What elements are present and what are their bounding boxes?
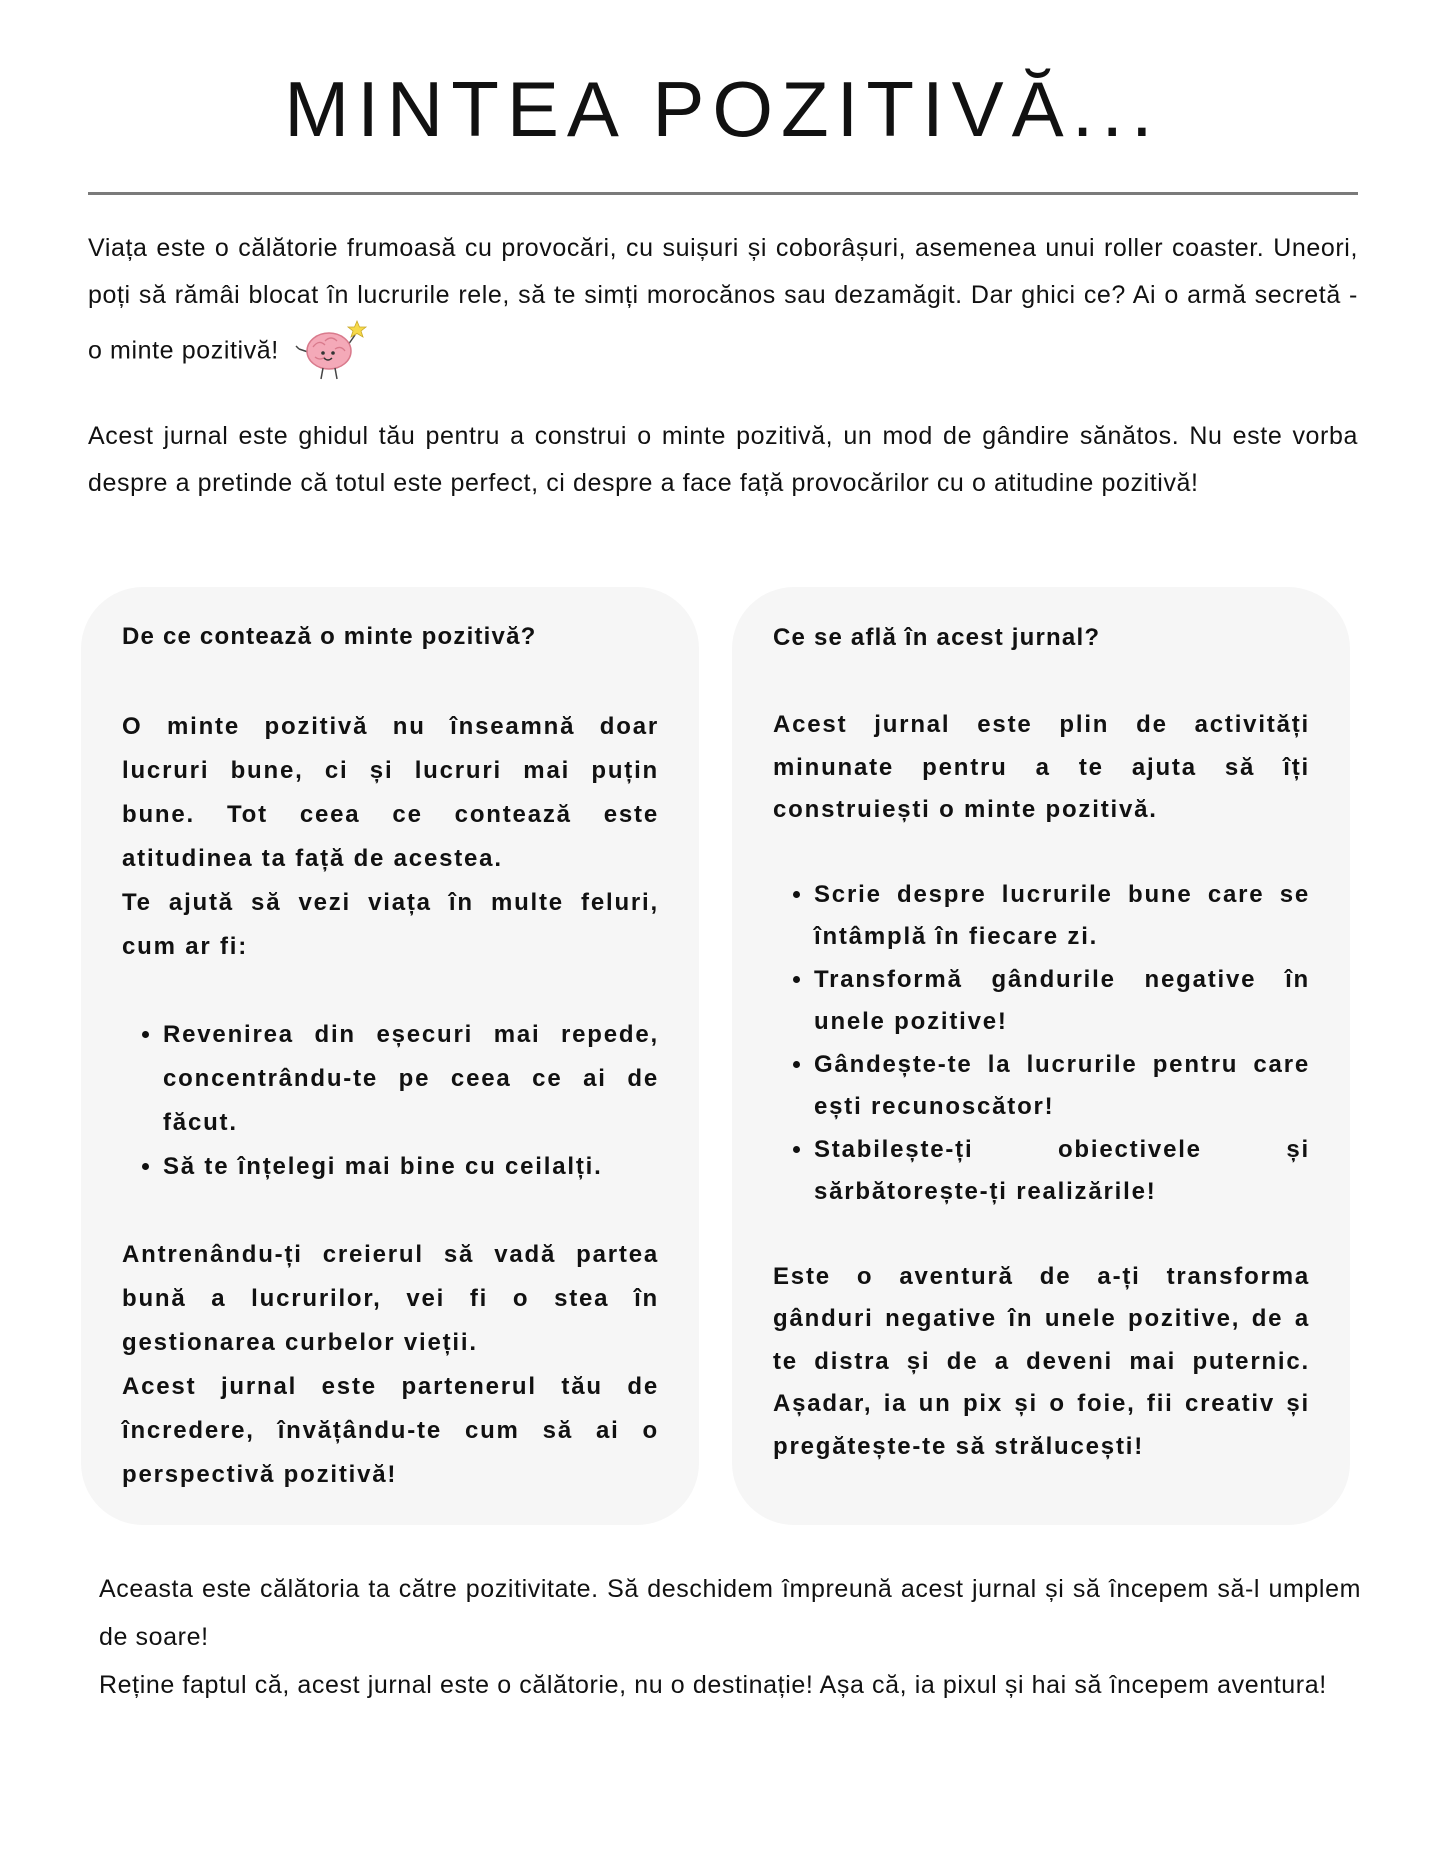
card-journal-contents	[732, 587, 1350, 1525]
outro-paragraph-1: Aceasta este călătoria ta către pozitivitate. Să deschidem împreună acest jurnal și să începem să-l umplem de soare!	[99, 1575, 1361, 1651]
list-item: • Stabilește-ți obiectivele și sărbătorește-ți realizările!	[814, 1129, 1310, 1214]
outro-section	[99, 1565, 1361, 1709]
card-paragraph: Acest jurnal este partenerul tău de încredere, învățându-te cum să ai o perspectivă pozitivă!	[122, 1373, 659, 1488]
list-item: • Să te înțelegi mai bine cu ceilalți.	[163, 1145, 659, 1189]
intro-paragraph-1-text: Viața este o călătorie frumoasă cu provocări, cu suișuri și coborâșuri, asemenea unui roller coaster. Uneori, poți să rămâi blocat în lucrurile rele, să te simți morocănos sau dezamăgit. Dar ghici ce? Ai o armă secretă - o minte pozitivă!	[88, 234, 1358, 365]
list-item: • Gândește-te la lucrurile pentru care ești recunoscător!	[814, 1044, 1310, 1129]
brain-mascot-icon	[291, 319, 371, 385]
bullet-list	[773, 874, 1310, 1214]
page-title: MINTEA POZITIVĂ...	[284, 65, 1161, 153]
title-divider	[88, 192, 1358, 195]
card-paragraph: O minte pozitivă nu înseamnă doar lucruri bune, ci și lucruri mai puțin bune. Tot ceea ce contează este atitudinea ta față de acestea.	[122, 713, 659, 872]
intro-paragraph-2: Acest jurnal este ghidul tău pentru a construi o minte pozitivă, un mod de gândire sănătos. Nu este vorba despre a pretinde că totul este perfect, ci despre a face față provocărilor cu o atitudine pozitivă!	[88, 422, 1358, 497]
list-item: • Transformă gândurile negative în unele pozitive!	[814, 959, 1310, 1044]
intro-paragraph-1	[88, 225, 1358, 385]
card-why-positive-mind	[81, 587, 699, 1525]
card-heading: De ce contează o minte pozitivă?	[122, 623, 537, 650]
outro-paragraph-2: Reține faptul că, acest jurnal este o călătorie, nu o destinație! Așa că, ia pixul și hai să începem aventura!	[99, 1671, 1327, 1699]
list-item: • Revenirea din eșecuri mai repede, concentrându-te pe ceea ce ai de făcut.	[163, 1013, 659, 1145]
card-paragraph: Este o aventură de a-ți transforma gânduri negative în unele pozitive, de a te distra și de a deveni mai puternic. Așadar, ia un pix și o foie, fii creativ și pregătește-te să strălucești!	[773, 1262, 1310, 1460]
card-paragraph: Antrenându-ți creierul să vadă partea bună a lucrurilor, vei fi o stea în gestionarea curbelor vieții.	[122, 1241, 659, 1356]
card-paragraph: Te ajută să vezi viața în multe feluri, cum ar fi:	[122, 889, 659, 960]
card-heading: Ce se află în acest jurnal?	[773, 624, 1101, 651]
card-paragraph: Acest jurnal este plin de activități minunate pentru a te ajuta să îți construiești o minte pozitivă.	[773, 711, 1310, 823]
list-item: • Scrie despre lucrurile bune care se întâmplă în fiecare zi.	[814, 874, 1310, 959]
bullet-list	[122, 1013, 659, 1189]
